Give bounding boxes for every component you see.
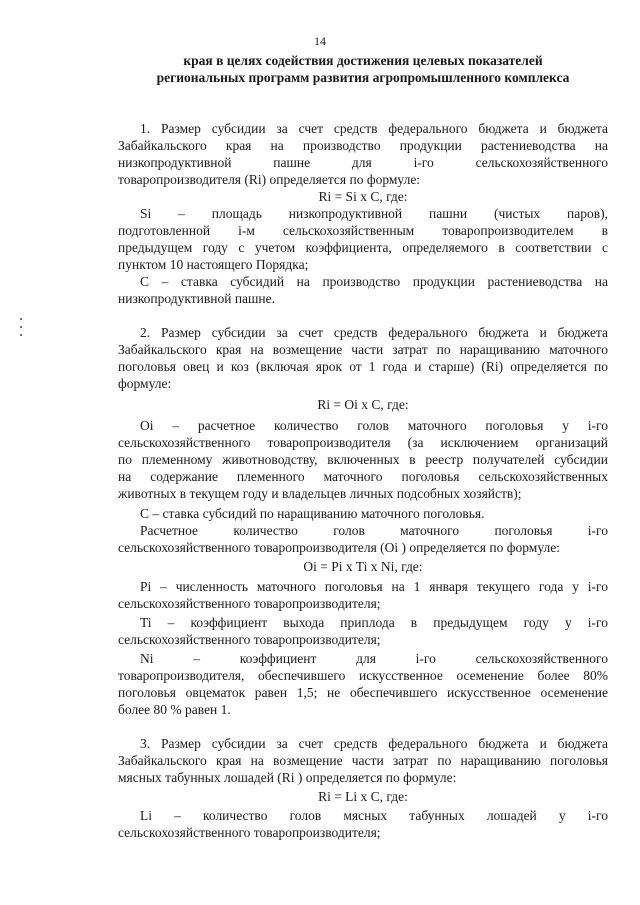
text-line: Забайкальского края на производство продукции растениеводства на [118, 138, 608, 153]
text-line: животных в текущем году и владельцев личных подсобных хозяйств); [118, 486, 522, 501]
text-line: на содержание племенного маточного поголовья сельскохозяйственных [118, 469, 608, 484]
text-line: низкопродуктивной пашне для i-го сельскохозяйственного [118, 155, 608, 170]
text-line: 2. Размер субсидии за счет средств федерального бюджета и бюджета [140, 325, 608, 340]
text-line: Li – количество голов мясных табунных лошадей у i-го [140, 808, 608, 823]
scan-mark [20, 334, 22, 336]
text-line: Pi – численность маточного поголовья на 1 января текущего года у i-го [140, 579, 608, 594]
text-line: Oi – расчетное количество голов маточного поголовья у i-го [140, 418, 608, 433]
formula: Oi = Pi x Ti x Ni, где: [303, 559, 423, 574]
text-line: товаропроизводителя, обеспечившего искусственное осеменение более 80% [118, 668, 608, 683]
text-line: Забайкальского края на возмещение части затрат по наращиванию маточного [118, 342, 608, 357]
formula: Ri = Si x C, где: [318, 189, 408, 204]
formula: Ri = Oi x C, где: [317, 397, 409, 412]
text-line: сельскохозяйственного товаропроизводителя (Oi ) определяется по формуле: [118, 540, 560, 555]
text-line: сельскохозяйственного товаропроизводителя; [118, 825, 381, 840]
text-line: C – ставка субсидий на производство продукции растениеводства на [140, 274, 608, 289]
text-line: сельскохозяйственного товаропроизводителя; [118, 596, 381, 611]
text-line: поголовья овцематок равен 1,5; не обеспечившего искусственное осеменение [118, 685, 608, 700]
title-line: края в целях содействия достижения целевых показателей [183, 53, 543, 68]
page-number: 14 [314, 34, 326, 48]
text-line: C – ставка субсидий по наращиванию маточного поголовья. [140, 506, 485, 521]
text-line: Ti – коэффициент выхода приплода в предыдущем году у i-го [140, 615, 608, 630]
text-line: 1. Размер субсидии за счет средств федерального бюджета и бюджета [140, 121, 608, 136]
text-line: Si – площадь низкопродуктивной пашни (чистых паров), [140, 206, 608, 221]
text-line: сельскохозяйственного товаропроизводителя (за исключением организаций [118, 435, 608, 450]
text-line: предыдущем году с учетом коэффициента, определяемого в соответствии с [118, 240, 608, 255]
text-line: мясных табунных лошадей (Ri ) определяется по формуле: [118, 770, 457, 785]
scan-mark [20, 318, 22, 320]
formula: Ri = Li x C, где: [318, 789, 408, 804]
title-line: региональных программ развития агропромышленного комплекса [156, 70, 570, 85]
text-line: Забайкальского края на возмещение части затрат по наращиванию поголовья [118, 753, 608, 768]
section-title [118, 52, 608, 86]
text-line: пунктом 10 настоящего Порядка; [118, 257, 309, 272]
text-line: Расчетное количество голов маточного поголовья i-го [140, 523, 608, 538]
scan-mark [20, 326, 22, 328]
text-line: по племенному животноводству, включенных в реестр получателей субсидии [118, 452, 608, 467]
text-line: товаропроизводителя (Ri) определяется по формуле: [118, 172, 421, 187]
text-line: 3. Размер субсидии за счет средств федерального бюджета и бюджета [140, 736, 608, 751]
text-line: Ni – коэффициент для i-го сельскохозяйственного [140, 651, 608, 666]
text-line: подготовленной i-м сельскохозяйственным товаропроизводителем в [118, 223, 608, 238]
text-line: формуле: [118, 376, 172, 391]
text-line: сельскохозяйственного товаропроизводителя; [118, 632, 381, 647]
text-line: более 80 % равен 1. [118, 702, 231, 717]
text-line: поголовья овец и коз (включая ярок от 1 года и старше) (Ri) определяется по [118, 359, 608, 374]
text-line: низкопродуктивной пашне. [118, 291, 276, 306]
